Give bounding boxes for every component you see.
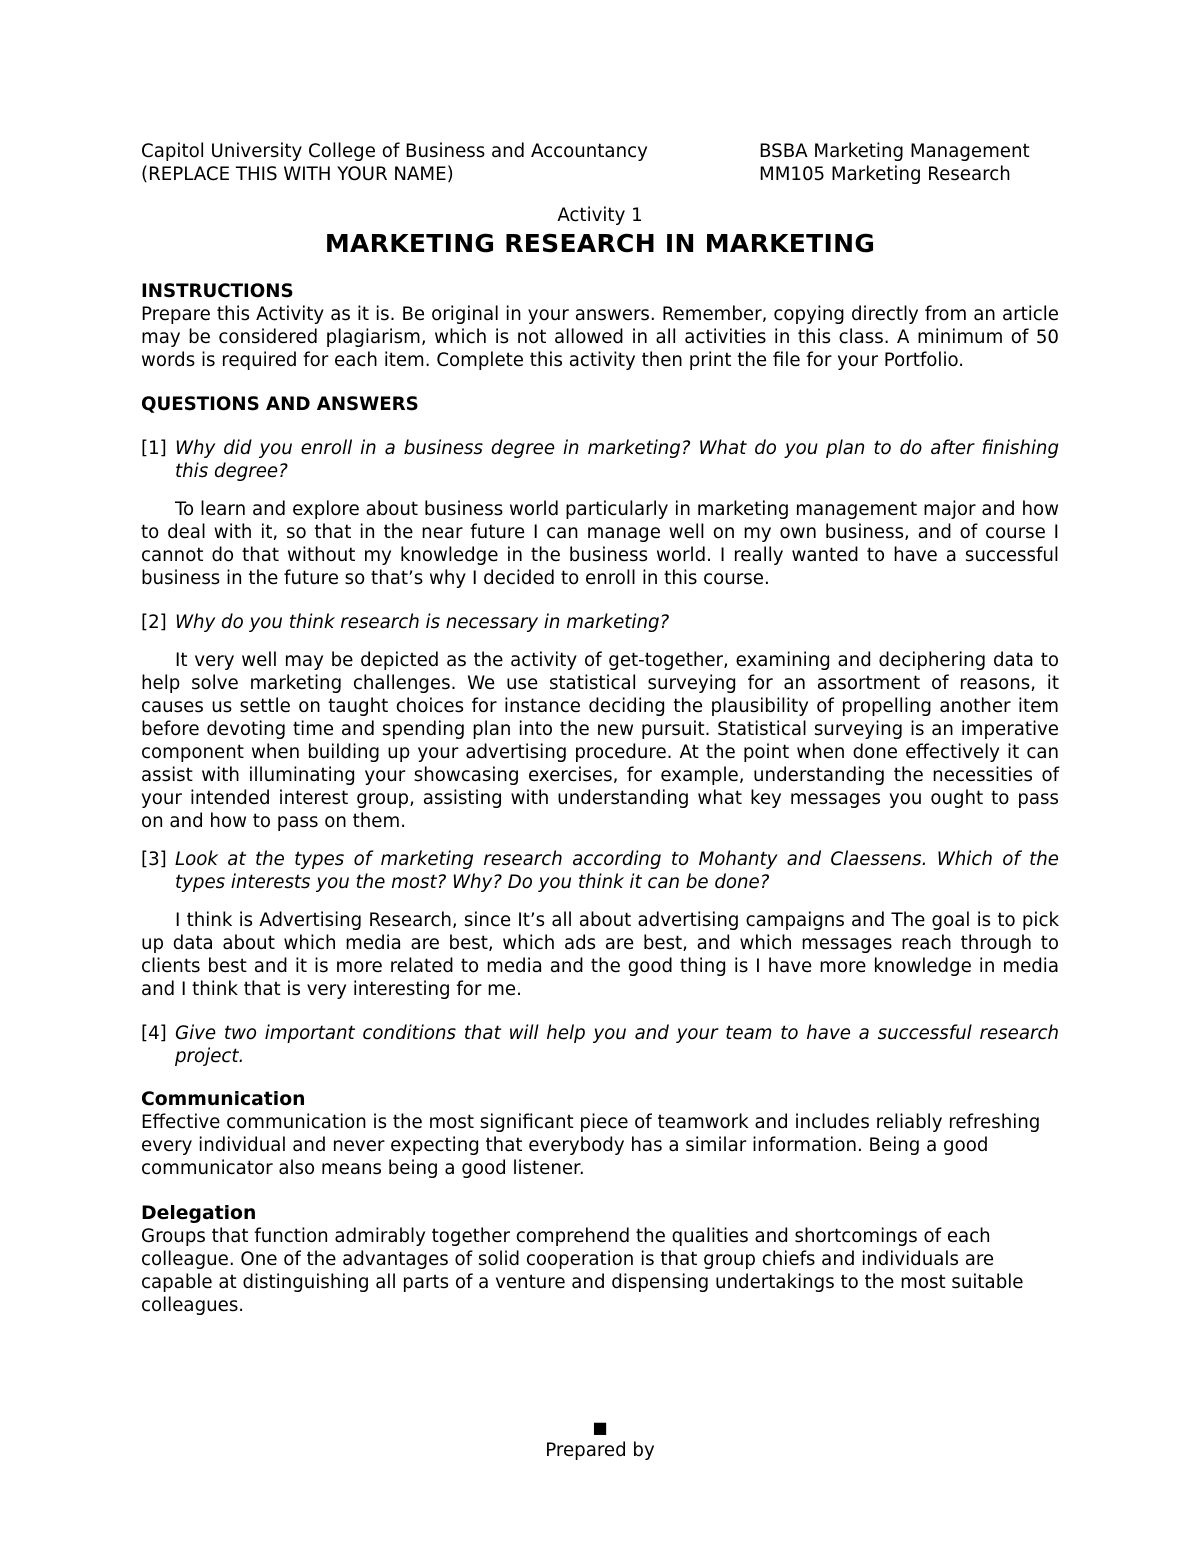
question-text: Give two important conditions that will help you and your team to have a successful research project. [175, 1023, 1059, 1067]
course-name: MM105 Marketing Research [759, 164, 1011, 185]
question-text: Why do you think research is necessary in marketing? [175, 612, 670, 633]
answer-text: It very well may be depicted as the activity of get-together, examining and deciphering data to help solve marketing challenges. We use statistical surveying for an assortment of reasons, it causes us settle on taught choices for instance deciding the plausibility of propelling another item before devoting time and spending plan into the new pursuit. Statistical surveying is an imperative component when building up your advertising procedure. At the point when done effectively it can assist with illuminating your showcasing exercises, for example, understanding the necessities of your intended interest group, assisting with understanding what key messages you ought to pass on and how to pass on them. [141, 650, 1059, 832]
instructions-text: Prepare this Activity as it is. Be original in your answers. Remember, copying directly from an article may be considered plagiarism, which is not allowed in all activities in this class. A minimum of 50 words is required for each item. Complete this activity then print the file for your Portfolio. [141, 304, 1059, 371]
question-number: [3] [141, 849, 167, 870]
question-item [141, 1022, 1059, 1068]
prepared-by-label: Prepared by [545, 1440, 655, 1461]
answer-text: I think is Advertising Research, since It’s all about advertising campaigns and The goal is to pick up data about which media are best, which ads are best, and which messages reach through to clients best and it is more related to media and the good thing is I have more knowledge in media and I think that is very interesting for me. [141, 910, 1059, 1000]
document-header [141, 140, 1059, 186]
question-text: Why did you enroll in a business degree in marketing? What do you plan to do after finishing this degree? [175, 438, 1059, 482]
page-title: MARKETING RESEARCH IN MARKETING [324, 229, 876, 258]
condition-heading: Communication [141, 1089, 306, 1110]
condition-text: Groups that function admirably together comprehend the qualities and shortcomings of each colleague. One of the advantages of solid cooperation is that group chiefs and individuals are capable at distinguishing all parts of a venture and dispensing undertakings to the most suitable colleagues. [141, 1226, 1024, 1316]
header-left [141, 140, 741, 186]
question-item [141, 848, 1059, 894]
qa-heading: QUESTIONS AND ANSWERS [141, 394, 419, 415]
condition-text: Effective communication is the most significant piece of teamwork and includes reliably refreshing every individual and never expecting that everybody has a similar information. Being a good communicator also means being a good listener. [141, 1112, 1041, 1179]
question-number: [2] [141, 612, 167, 633]
student-name-placeholder: (REPLACE THIS WITH YOUR NAME) [141, 164, 454, 185]
question-number: [1] [141, 438, 167, 459]
document-page [141, 140, 1059, 1317]
footer-bullet-icon: ■ [592, 1418, 608, 1437]
question-number: [4] [141, 1023, 167, 1044]
header-right [759, 140, 1059, 186]
question-item [141, 611, 1059, 634]
instructions-heading: INSTRUCTIONS [141, 281, 294, 302]
program-name: BSBA Marketing Management [759, 141, 1030, 162]
condition-heading: Delegation [141, 1203, 257, 1224]
answer-text: To learn and explore about business world particularly in marketing management major and how to deal with it, so that in the near future I can manage well on my own business, and of course I cannot do that without my knowledge in the business world. I really wanted to have a successful business in the future so that’s why I decided to enroll in this course. [141, 499, 1059, 589]
question-item [141, 437, 1059, 483]
activity-label: Activity 1 [557, 205, 643, 226]
question-text: Look at the types of marketing research according to Mohanty and Claessens. Which of the types interests you the most? Why? Do you think it can be done? [175, 849, 1059, 893]
institution-name: Capitol University College of Business and Accountancy [141, 141, 648, 162]
